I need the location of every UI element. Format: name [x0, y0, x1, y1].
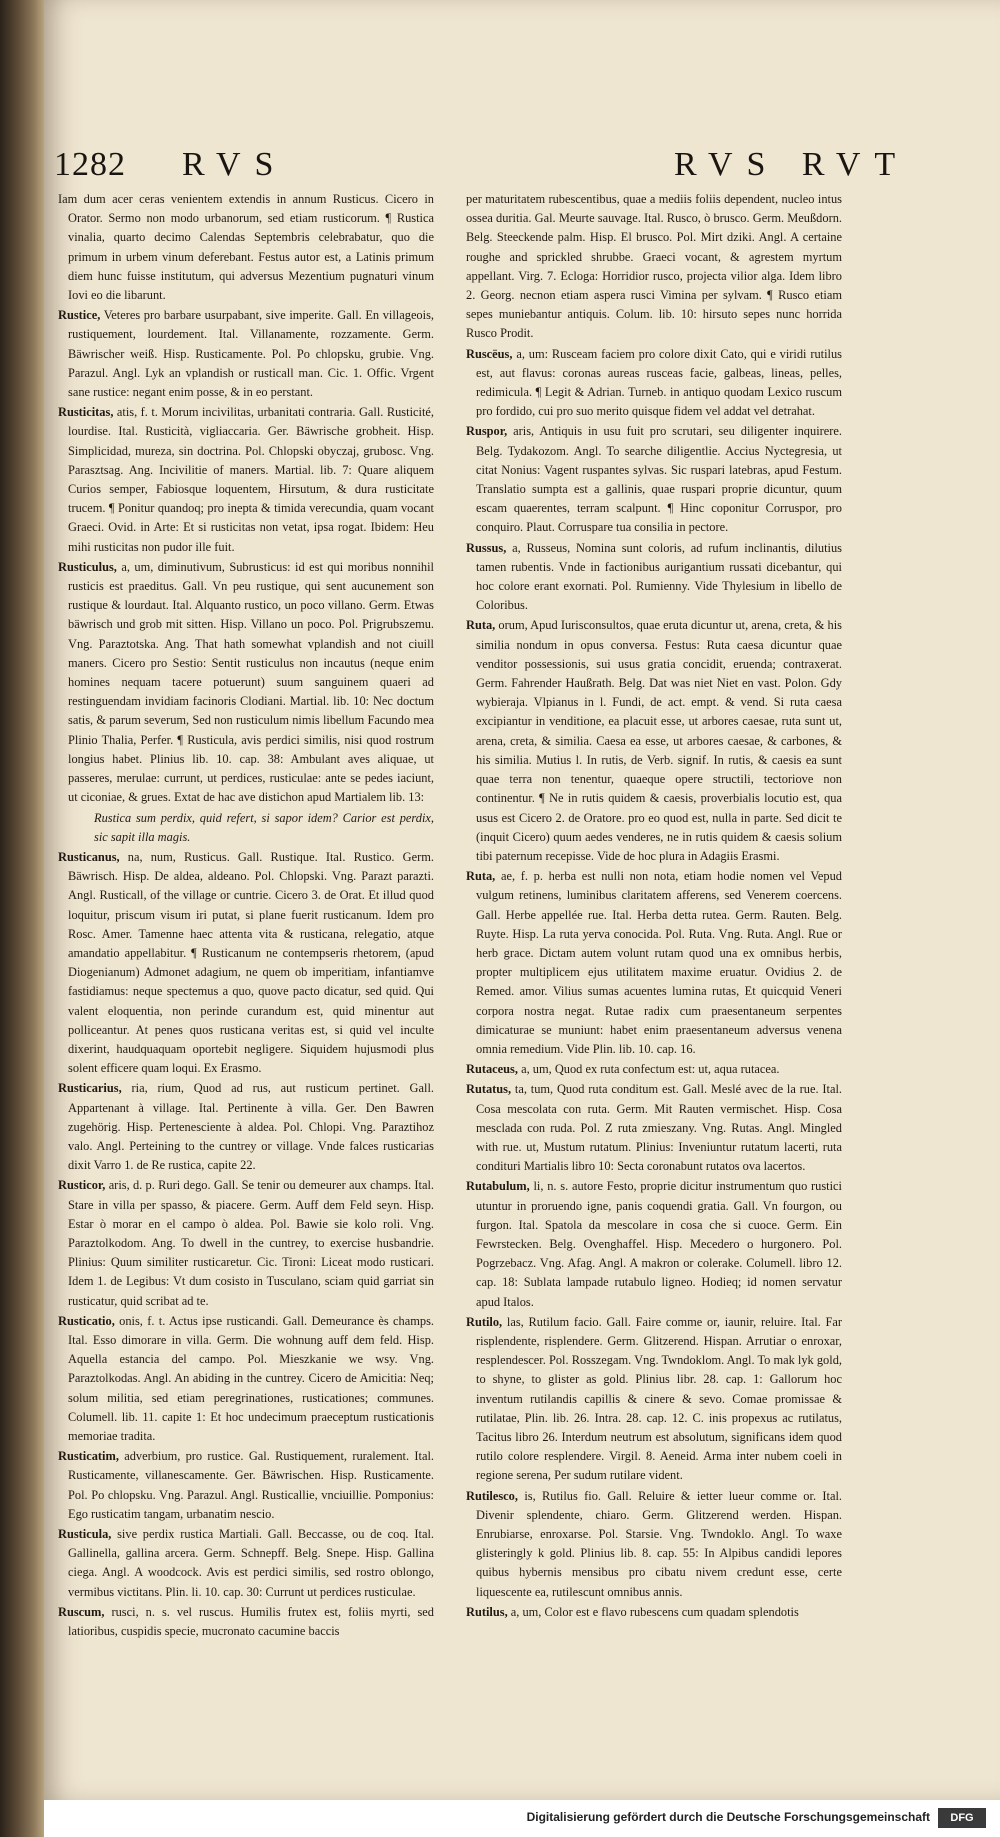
page-header	[44, 146, 1000, 186]
entry-text: a, Russeus, Nomina sunt coloris, ad rufum inclinantis, dilutius tamen rubentis. Vnde in factionibus aurigantium russati dicebantur, qui hoc colore erant exornati. Pol. Rumienny. Vide Thylesium in libello de Coloribus.	[476, 540, 842, 613]
dictionary-entry	[466, 1487, 842, 1602]
dictionary-entry	[466, 1603, 842, 1622]
dictionary-entry	[58, 403, 434, 557]
entry-headword: Rusticanus,	[58, 849, 120, 864]
dictionary-entry	[58, 1312, 434, 1446]
dictionary-entry	[58, 1176, 434, 1310]
entry-headword: Rutilesco,	[466, 1488, 518, 1503]
entry-text: ta, tum, Quod ruta conditum est. Gall. Meslé avec de la rue. Ital. Cosa mescolata con ruta. Germ. Mit Rauten vermischet. Hisp. Cosa mesclada con ruda. Pol. Z ruta zmieszany. Vng. Rutas. Angl. Mingled with rue. ut, Mustum rutatum. Plinius: Inveniuntur rutatum lacerti, ruta condituri Martialis libro 10: Secta coronabunt rutatos ova lacertos.	[476, 1082, 842, 1174]
book-page	[44, 0, 1000, 1800]
entry-headword: Rusticarius,	[58, 1081, 122, 1096]
entry-headword: Rusticula,	[58, 1527, 112, 1542]
entry-headword: Russus,	[466, 540, 507, 555]
dictionary-entry	[58, 190, 434, 305]
dictionary-entry	[58, 306, 434, 402]
dictionary-entry	[466, 1060, 842, 1079]
footer-credit: Digitalisierung gefördert durch die Deutsche Forschungsgemeinschaft	[526, 1810, 930, 1824]
entry-text: las, Rutilum facio. Gall. Faire comme or, iaunir, reluire. Ital. Far risplendente, risplendere. Germ. Glitzerend. Hispan. Arrutiar o enroxar, resplendescer. Pol. Rosszegam. Vng. Twndoklom. Angl. To mak lyk gold, to shyne, to glister as gold. Plinius libr. 28. cap. 1: Gallorum hoc inventum rutilandis capillis & cinere & sevo. Comae promissae & rutilatae, Plin. lib. 26. Intra. 28. cap. 12. C. inis propexus ac rutilatus, Tacitus libro 26. Interdum neutrum est absolutum, significans idem quod rutilo colore resplendere. Virgil. 8. Aeneid. Arma inter nubem coeli in regione serena, Per sudum rutilare vident.	[476, 1314, 842, 1483]
entry-text: na, num, Rusticus. Gall. Rustique. Ital. Rustico. Germ. Bäwrisch. Hisp. De aldea, aldeano. Pol. Chlopski. Vng. Parazt parazti. Angl. Rusticall, of the village or cuntrie. Cicero 3. de Orat. Et illud quod loquitur, priscum visum iri putat, si plane fuerit rusticanum. Idem pro Rosc. Amer. Tamenne haec attenta vita & rusticana, relegatio, atque amandatio appellabitur. ¶ Rusticanum ne contempseris rhetorem, (apud Diogenianum) Admonet adagium, ne quem ob imperitiam, infantiamve fastidiamus: neque spectemus a quo, quove pacto dicatur, sed quid. Qui valent eloquentia, non perinde curandum est, quid minentur aut polliceantur. At penes quos rusticana veritas est, si quid vel inculte dixerint, haudquaquam oportebit negligere. Siquidem hujusmodi plus solent efficere quam loqui. Ex Erasmo.	[68, 849, 434, 1076]
dictionary-entry	[466, 422, 842, 537]
dictionary-entry	[58, 1079, 434, 1175]
entry-text: aris, d. p. Ruri dego. Gall. Se tenir ou demeurer aux champs. Ital. Stare in villa per spasso, & piacere. Germ. Auff dem Feld seyn. Hisp. Estar ò morar en el campo ò aldea. Pol. Bawie sie kolo roli. Vng. Paraztolkodom. Ang. To dwell in the cuntrey, to exercise husbandrie. Plinius: Quum similiter rusticaretur. Cic. Tironi: Liceat modo rusticari. Idem 1. de Legibus: Vt dum cosisto in Tusculano, sciam quid garriat sin rusticatur, quid scribat ad te.	[68, 1178, 434, 1308]
entry-text: rusci, n. s. vel ruscus. Humilis frutex est, foliis myrti, sed latioribus, cuspidis specie, mucronato cacumine baccis	[68, 1604, 434, 1639]
entry-headword: Rusticulus,	[58, 559, 117, 574]
dictionary-entry	[466, 1313, 842, 1486]
page-number: 1282	[54, 146, 126, 183]
entry-headword: Rutabulum,	[466, 1179, 530, 1194]
entry-headword: Rutaceus,	[466, 1062, 518, 1077]
dictionary-entry	[58, 1603, 434, 1641]
entry-text: a, um: Rusceam faciem pro colore dixit Cato, qui e viridi rutilus est, aut flavus: coronas aureas rusceas facie, galbeas, lineas, pelles, redimicula. ¶ Legit & Adrian. Turneb. in antiquo quodam Lexico ruscum pro fordido, cui pro suo merito quisque fidem vel addat vel detrahat.	[476, 346, 842, 419]
entry-text: ria, rium, Quod ad rus, aut rusticum pertinet. Gall. Appartenant à village. Ital. Pertinente à villa. Ger. Den Bawren zugehörig. Hisp. Pertenesciente à aldea. Pol. Chlopi. Vng. Paraztihoz valo. Angl. Perteining to the cuntrey or village. Vnde falces rusticarias dixit Varro 1. de Re rustica, capite 22.	[68, 1081, 434, 1173]
dictionary-entry	[466, 345, 842, 422]
entry-text: Rustica sum perdix, quid refert, si sapor idem? Carior est perdix, sic sapit illa magis.	[94, 810, 434, 844]
entry-text: li, n. s. autore Festo, proprie dicitur instrumentum quo rustici utuntur in proruendo igne, panis coquendi gratia. Gall. Vn fourgon, ou furgon. Ital. Spatola da mescolare in cosa che si cuoce. Germ. Ein Fewrstecken. Belg. Ovenghaffel. Hisp. Mecedero o hurgonero. Pol. Pogrzebacz. Vng. Afag. Angl. A makron or colerake. Columell. libro 12. cap. 18: Sublata lampade rutabulo ligneo. Hodieq; id nomen servatur apud Italos.	[476, 1179, 842, 1309]
entry-headword: Rusticatio,	[58, 1313, 115, 1328]
entry-headword: Rusticatim,	[58, 1449, 119, 1464]
entry-text: onis, f. t. Actus ipse rusticandi. Gall. Demeurance ès champs. Ital. Esso dimorare in villa. Germ. Die wohnung auff dem feld. Hisp. Aquella estancia del campo. Pol. Mieszkanie we wsy. Vng. Paraztolkodas. Angl. An abiding in the cuntrey. Cicero de Amicitia: Neq; solum militia, sed etiam peregrinationes, rusticationes; communes. Columell. lib. 11. capite 1: Et hoc undecimum praeceptum rusticationis memoriae tradita.	[68, 1313, 434, 1443]
dictionary-entry	[466, 539, 842, 616]
entry-text: aris, Antiquis in usu fuit pro scrutari, seu diligenter inquirere. Belg. Tydakozom. Angl. To searche diligentlie. Accius Nyctegresia, ut citat Nonius: Vagent ruspantes sylvas. Sic ruspari latebras, apud Festum. Translatio sumpta est a gallinis, quae ruspari proprie dicuntur, quum escam quaerentes, terram scalpunt. ¶ Hinc coponitur Corruspor, pro conquiro. Plaut. Corruspare tua consilia in pectore.	[476, 424, 842, 535]
entry-text: ae, f. p. herba est nulli non nota, etiam hodie nomen vel Vepud vulgum retinens, luminibus claritatem afferens, sed Venerem coercens. Gall. Herbe appellée rue. Ital. Herba detta rutea. Germ. Rauten. Belg. Ruyte. Hisp. La ruta yerva conocida. Pol. Ruta. Vng. Ruta. Angl. Rue or herb grace. Dictam autem volunt rutam quod una ex omnibus herbis, propter multiplicem ejus utilitatem maxime eruatur. Ovidius 2. de Remed. amor. Vilius sumas acuentes lumina rutas, Et quicquid Veneri corpora nostra negat. Rutae radix cum praesentaneum serpentes dimicaturae se muniunt: habet enim praesentaneum adversus venena omnia remedium. Vide Plin. lib. 10. cap. 16.	[476, 869, 842, 1056]
left-column	[58, 190, 434, 1690]
entry-headword: Ruta,	[466, 869, 496, 884]
dictionary-entry	[58, 1447, 434, 1524]
dictionary-entry	[466, 1177, 842, 1311]
dictionary-entry	[466, 867, 842, 1059]
entry-headword: Rustice,	[58, 308, 101, 323]
entry-text: sive perdix rustica Martiali. Gall. Beccasse, ou de coq. Ital. Gallinella, gallina arcera. Germ. Schnepff. Belg. Snepe. Hisp. Gallina ciega. Angl. A woodcock. Avis est perdici similis, sed rostro oblongo, vermibus victitans. Plin. li. 10. cap. 30: Currunt ut perdices rusticulae.	[68, 1527, 434, 1599]
entry-text: is, Rutilus fio. Gall. Reluire & ietter lueur comme or. Ital. Divenir splendente, chiaro. Germ. Glitzerend werden. Hispan. Enrubiarse, enroxarse. Pol. Starsie. Vng. Twndoklo. Angl. To waxe glisteringly k gold. Plinius lib. 8. cap. 55: In Alpibus candidi lepores quibus hybernis mensibus pro cibatu nivem credunt esse, certe liquescente ea, rutilescunt omnibus annis.	[476, 1488, 842, 1599]
entry-text: a, um, Quod ex ruta confectum est: ut, aqua rutacea.	[521, 1062, 780, 1077]
entry-text: orum, Apud Iurisconsultos, quae eruta dicuntur ut, arena, creta, & his similia nondum in opus conversa. Festus: Ruta caesa dicuntur quae venditor possessionis, sui usus gratia concidit, eruenda; contraxerat. Germ. Fahrender Haußrath. Belg. Dat was niet Niet en vast. Polon. Gdy wybieraja. Vlpianus in l. Fundi, de act. empt. & vend. Si ruta caesa excipiantur in venditione, ea placuit esse, ut arbores caesae, ruta sunt ut, arena, creta, & similia. Caesa ea esse, ut arbores caesae, & carbones, & his similia. Mutius l. In rutis, de Verb. signif. In rutis, & caesis ea sunt quae terra non tenentur, quaeque opere structili, tectoriove non continentur. ¶ Ne in rutis quidem & caesis, proverbialis locutio est, qua usus est Cicero 2. de Oratore. pro eo quod est, nulla in parte. Sed dicit te (inquit Cicero) quum aedes venderes, ne in rutis quidem & caesis solium tibi paternum recepisse. Vide de hoc plura in Adagiis Erasmi.	[476, 618, 842, 863]
entry-text: Veteres pro barbare usurpabant, sive imperite. Gall. En villageois, rustiquement, lourdement. Ital. Villanamente, rozzamente. Germ. Bäwrischer weiß. Hisp. Rusticamente. Pol. Po chlopsku, grubie. Vng. Parazul. Angl. Lyk an vplandish or rusticall man. Cic. 1. Offic. Vrgent sane rustice: negant enim posse, & in eo perstant.	[68, 308, 434, 400]
right-column	[466, 190, 842, 1690]
book-page-edge	[0, 0, 44, 1837]
entry-headword: Ruscum,	[58, 1604, 105, 1619]
dictionary-entry	[58, 848, 434, 1078]
entry-headword: Rusticitas,	[58, 405, 114, 420]
dictionary-entry	[466, 616, 842, 866]
entry-headword: Rusticor,	[58, 1178, 106, 1193]
entry-headword: Rutilo,	[466, 1314, 503, 1329]
running-head-left: RVS	[182, 146, 288, 183]
entry-headword: Rutatus,	[466, 1082, 512, 1097]
entry-text: per maturitatem rubescentibus, quae a mediis foliis dependent, nucleo intus ossea duritia. Gal. Meurte sauvage. Ital. Rusco, ò brusco. Germ. Meußdorn. Belg. Steeckende palm. Hisp. El brusco. Pol. Mirt dziki. Angl. A certaine roughe and sprickled shrubbe. Graeci vocant, & agrestem myrtum appellant. Virg. 7. Ecloga: Horridior rusco, projecta vilior alga. Idem libro 2. Georg. necnon etiam aspera rusci Vimina per sylvam. ¶ Rusco etiam sepes muniebantur antiquis. Colum. lib. 10: hirsuto sepes nunc horrida Rusco Prodit.	[466, 192, 842, 341]
entry-text: Iam dum acer ceras venientem extendis in annum Rusticus. Cicero in Orator. Sermo non modo urbanorum, sed etiam rusticorum. ¶ Rustica vinalia, quarto decimo Calendas Septembris celebrabatur, quo die primum in urbem vinum deferebant. Festus autor est, a Latinis primum diem hunc fuisse institutum, qui adversus Mezentium pugnaturi vinum Iovi eo die libarunt.	[58, 192, 434, 303]
footer-bar	[44, 1800, 1000, 1837]
entry-headword: Rutilus,	[466, 1604, 508, 1619]
entry-text: a, um, diminutivum, Subrusticus: id est qui moribus nonnihil rusticis est praeditus. Gall. Vn peu rustique, qui sent aucunement son rustique & lourdaut. Ital. Alquanto rustico, un poco villano. Germ. Etwas bäwrisch und grob mit sitten. Hisp. Villano un poco. Pol. Prigrubszemu. Vng. Paraztotska. Ang. That hath somewhat vplandish and not ciuill maners. Cicero pro Sestio: Sentit rusticulus non incautus (neque enim homines nequam tacere potuerunt) suum sanguinem quaeri ad restinguendam invidiam facinoris Clodiani. Martial. lib. 10: Nec doctum satis, & parum severum, Sed non rusticulum nimis libellum Facundo mea Plinio Thalia, Perfer. ¶ Rusticula, avis perdici similis, nisi quod rostrum longius habet. Plinius lib. 10. cap. 38: Ambulant aves aliquae, ut passeres, merulae: currunt, ut perdices, rusticulae: ante se pedes iaciunt, ut ciconiae, & grues. Extat de hac ave distichon apud Martialem lib. 13:	[68, 559, 434, 805]
entry-text: atis, f. t. Morum incivilitas, urbanitati contraria. Gall. Rusticité, lourdise. Ital. Rusticità, vigliaccaria. Ger. Bäwrische grobheit. Hisp. Simplicidad, mureza, sin doctrina. Pol. Chlopski obyczaj, grubosc. Vng. Parasztsag. Ang. Incivilitie of maners. Martial. lib. 7: Quare aliquem Curios semper, Fabiosque loquentem, Hirsutum, & dura rusticitate trucem. ¶ Ponitur quandoq; pro inepta & timida verecundia, quam vocant Graeci. Ovid. in Arte: Et si rusticitas non vetat, ipsa rogat. Ibidem: Heu mihi rusticitas non pudor ille fuit.	[68, 405, 434, 554]
entry-headword: Ruta,	[466, 618, 496, 633]
dictionary-entry	[466, 190, 842, 344]
dictionary-entry	[58, 809, 434, 847]
dictionary-entry	[58, 1525, 434, 1602]
dictionary-entry	[58, 558, 434, 808]
dfg-logo: DFG	[938, 1808, 986, 1828]
running-head-right: RVS RVT	[674, 146, 910, 183]
entry-text: a, um, Color est e flavo rubescens cum quadam splendotis	[510, 1604, 799, 1619]
entry-headword: Ruscëus,	[466, 346, 513, 361]
entry-text: adverbium, pro rustice. Gal. Rustiquement, ruralement. Ital. Rusticamente, villanescamente. Ger. Bäwrischen. Hisp. Rusticamente. Pol. Po chlopsku. Vng. Parazul. Angl. Rusticallie, vnciuillie. Pomponius: Ego rusticatim tangam, urbanatim nescio.	[68, 1449, 434, 1521]
dictionary-entry	[466, 1080, 842, 1176]
entry-headword: Ruspor,	[466, 424, 508, 439]
